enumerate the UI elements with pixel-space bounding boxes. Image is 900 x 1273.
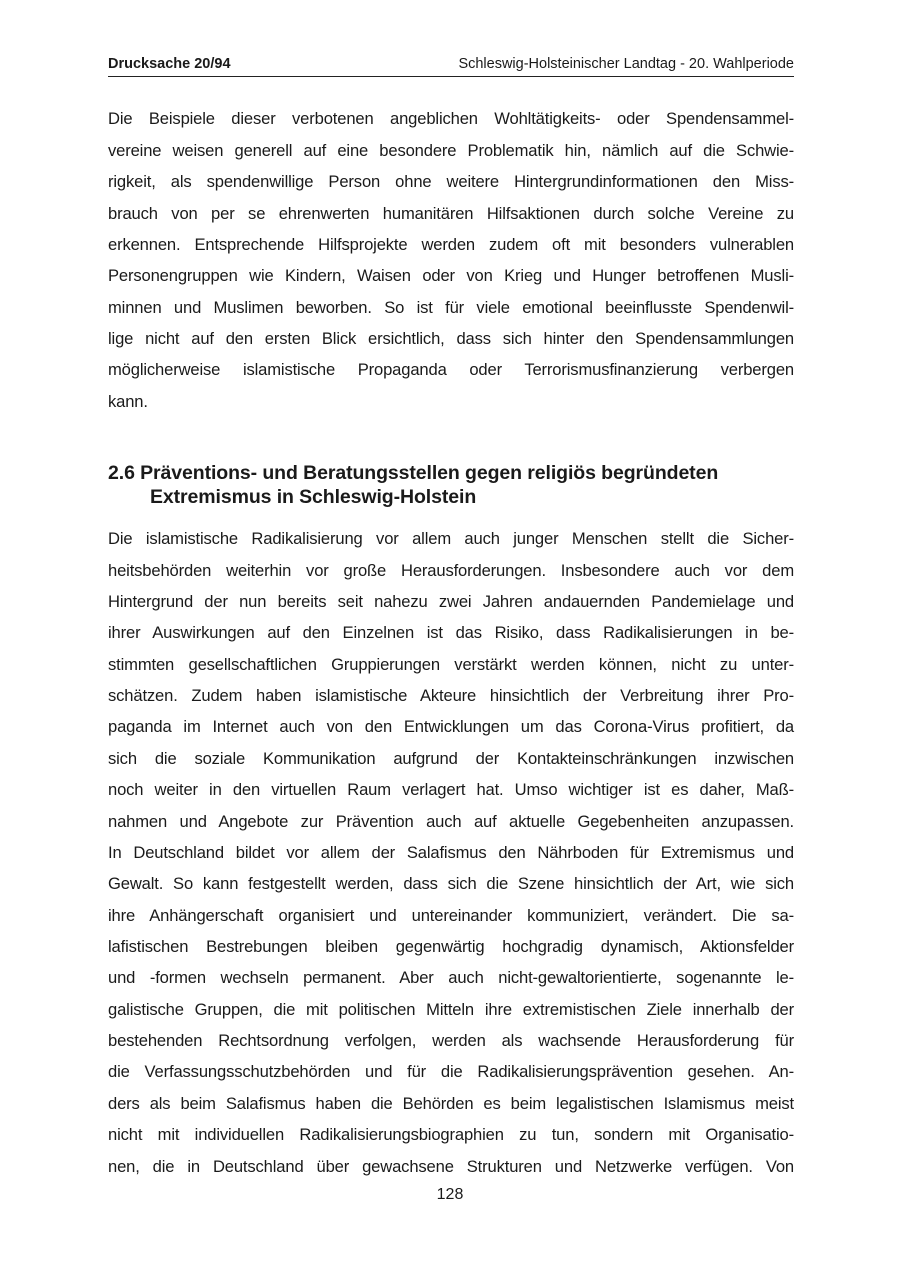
text-line: nahmen und Angebote zur Prävention auch auf aktuelle Gegebenheiten anzupassen.	[108, 812, 794, 831]
text-line: und -formen wechseln permanent. Aber auch nicht-gewaltorientierte, sogenannte le-	[108, 968, 794, 987]
text-line: nicht mit individuellen Radikalisierungsbiographien zu tun, sondern mit Organisatio-	[108, 1125, 794, 1144]
text-line: stimmten gesellschaftlichen Gruppierungen verstärkt werden können, nicht zu unter-	[108, 655, 794, 674]
text-line: Die Beispiele dieser verbotenen angeblichen Wohltätigkeits- oder Spendensammel-	[108, 109, 794, 128]
text-line: Die islamistische Radikalisierung vor allem auch junger Menschen stellt die Sicher-	[108, 529, 794, 548]
text-line: ihre Anhängerschaft organisiert und untereinander kommuniziert, verändert. Die sa-	[108, 906, 794, 925]
text-line: vereine weisen generell auf eine besondere Problematik hin, nämlich auf die Schwie-	[108, 141, 794, 160]
text-line: die Verfassungsschutzbehörden und für die Radikalisierungsprävention gesehen. An-	[108, 1062, 794, 1081]
text-line: rigkeit, als spendenwillige Person ohne weitere Hintergrundinformationen den Miss-	[108, 172, 794, 191]
text-line: noch weiter in den virtuellen Raum verlagert hat. Umso wichtiger ist es daher, Maß-	[108, 780, 794, 799]
text-line: nen, die in Deutschland über gewachsene Strukturen und Netzwerke verfügen. Von	[108, 1157, 794, 1176]
text-line: In Deutschland bildet vor allem der Salafismus den Nährboden für Extremismus und	[108, 843, 794, 862]
text-line: minnen und Muslimen beworben. So ist für viele emotional beeinflusste Spendenwil-	[108, 298, 794, 317]
text-line: ders als beim Salafismus haben die Behörden es beim legalistischen Islamismus meist	[108, 1094, 794, 1113]
text-line: kann.	[108, 392, 148, 411]
page-number: 128	[436, 1186, 464, 1203]
text-line: brauch von per se ehrenwerten humanitären Hilfsaktionen durch solche Vereine zu	[108, 204, 794, 223]
text-line: heitsbehörden weiterhin vor große Herausforderungen. Insbesondere auch vor dem	[108, 561, 794, 580]
text-line: möglicherweise islamistische Propaganda oder Terrorismusfinanzierung verbergen	[108, 360, 794, 379]
text-line: lige nicht auf den ersten Blick ersichtlich, dass sich hinter den Spendensammlungen	[108, 329, 794, 348]
parliament-title: Schleswig-Holsteinischer Landtag - 20. Wahlperiode	[458, 56, 794, 72]
heading-line-1: 2.6 Präventions- und Beratungsstellen gegen religiös begründeten	[108, 462, 719, 484]
text-line: paganda im Internet auch von den Entwicklungen um das Corona-Virus profitiert, da	[108, 717, 794, 736]
text-line: ihrer Auswirkungen auf den Einzelnen ist das Risiko, dass Radikalisierungen in be-	[108, 623, 794, 642]
text-line: Hintergrund der nun bereits seit nahezu zwei Jahren andauernden Pandemielage und	[108, 592, 794, 611]
text-line: erkennen. Entsprechende Hilfsprojekte werden zudem oft mit besonders vulnerablen	[108, 235, 794, 254]
text-line: Gewalt. So kann festgestellt werden, dass sich die Szene hinsichtlich der Art, wie sich	[108, 874, 794, 893]
document-number: Drucksache 20/94	[108, 56, 231, 72]
text-line: bestehenden Rechtsordnung verfolgen, werden als wachsende Herausforderung für	[108, 1031, 794, 1050]
page-header	[108, 56, 794, 77]
text-line: lafistischen Bestrebungen bleiben gegenwärtig hochgradig dynamisch, Aktionsfelder	[108, 937, 794, 956]
text-line: sich die soziale Kommunikation aufgrund der Kontakteinschränkungen inzwischen	[108, 749, 794, 768]
text-line: schätzen. Zudem haben islamistische Akteure hinsichtlich der Verbreitung ihrer Pro-	[108, 686, 794, 705]
heading-line-2: Extremismus in Schleswig-Holstein	[150, 486, 477, 508]
text-line: Personengruppen wie Kindern, Waisen oder von Krieg und Hunger betroffenen Musli-	[108, 266, 794, 285]
text-line: galistische Gruppen, die mit politischen Mitteln ihre extremistischen Ziele innerhalb der	[108, 1000, 794, 1019]
